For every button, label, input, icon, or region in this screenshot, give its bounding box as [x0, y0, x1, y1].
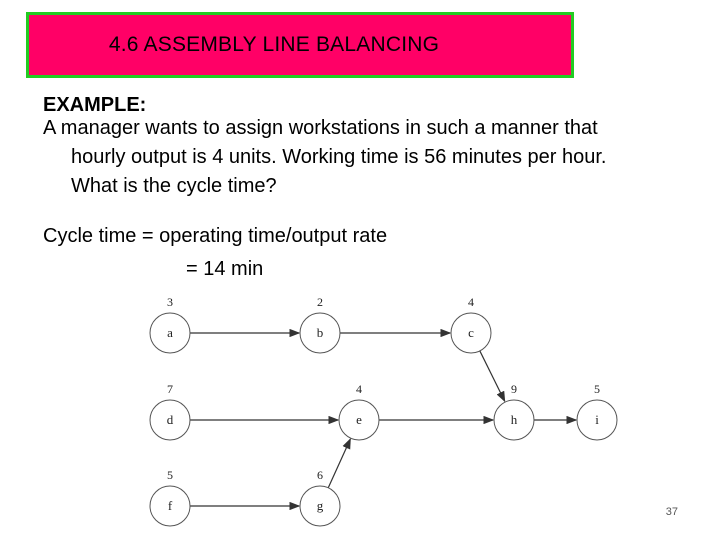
node-label-i: i: [595, 412, 599, 427]
slide-title: 4.6 ASSEMBLY LINE BALANCING: [108, 33, 440, 56]
example-line-2: hourly output is 4 units. Working time is 56 minutes per hour.: [71, 146, 607, 168]
node-time-b: 2: [317, 295, 323, 309]
formula-result: = 14 min: [186, 258, 264, 280]
page-number: 37: [665, 506, 678, 518]
node-label-h: h: [510, 412, 518, 427]
node-time-g: 6: [317, 468, 323, 482]
node-b: [300, 295, 340, 353]
edge-g-e: [328, 439, 350, 488]
node-time-f: 5: [167, 468, 173, 482]
node-label-b: b: [316, 325, 324, 340]
node-d: [150, 382, 190, 440]
example-heading: EXAMPLE:: [43, 94, 147, 116]
node-label-c: c: [468, 325, 474, 340]
node-time-c: 4: [468, 295, 474, 309]
node-time-d: 7: [167, 382, 173, 396]
node-time-e: 4: [356, 382, 362, 396]
node-i: [577, 382, 617, 440]
node-label-d: d: [166, 412, 174, 427]
node-time-h: 9: [511, 382, 517, 396]
node-time-i: 5: [594, 382, 600, 396]
node-g: [300, 468, 340, 526]
node-label-f: f: [167, 498, 173, 513]
node-label-a: a: [167, 325, 173, 340]
formula-line-1: Cycle time = operating time/output rate: [43, 225, 388, 247]
node-label-e: e: [356, 412, 362, 427]
node-c: [451, 295, 491, 353]
node-e: [339, 382, 379, 440]
node-f: [150, 468, 190, 526]
node-a: [150, 295, 190, 353]
example-line-3: What is the cycle time?: [71, 175, 277, 197]
example-line-1: A manager wants to assign workstations in such a manner that: [43, 117, 598, 139]
node-time-a: 3: [167, 295, 173, 309]
edge-c-h: [480, 351, 505, 401]
node-label-g: g: [316, 498, 324, 513]
